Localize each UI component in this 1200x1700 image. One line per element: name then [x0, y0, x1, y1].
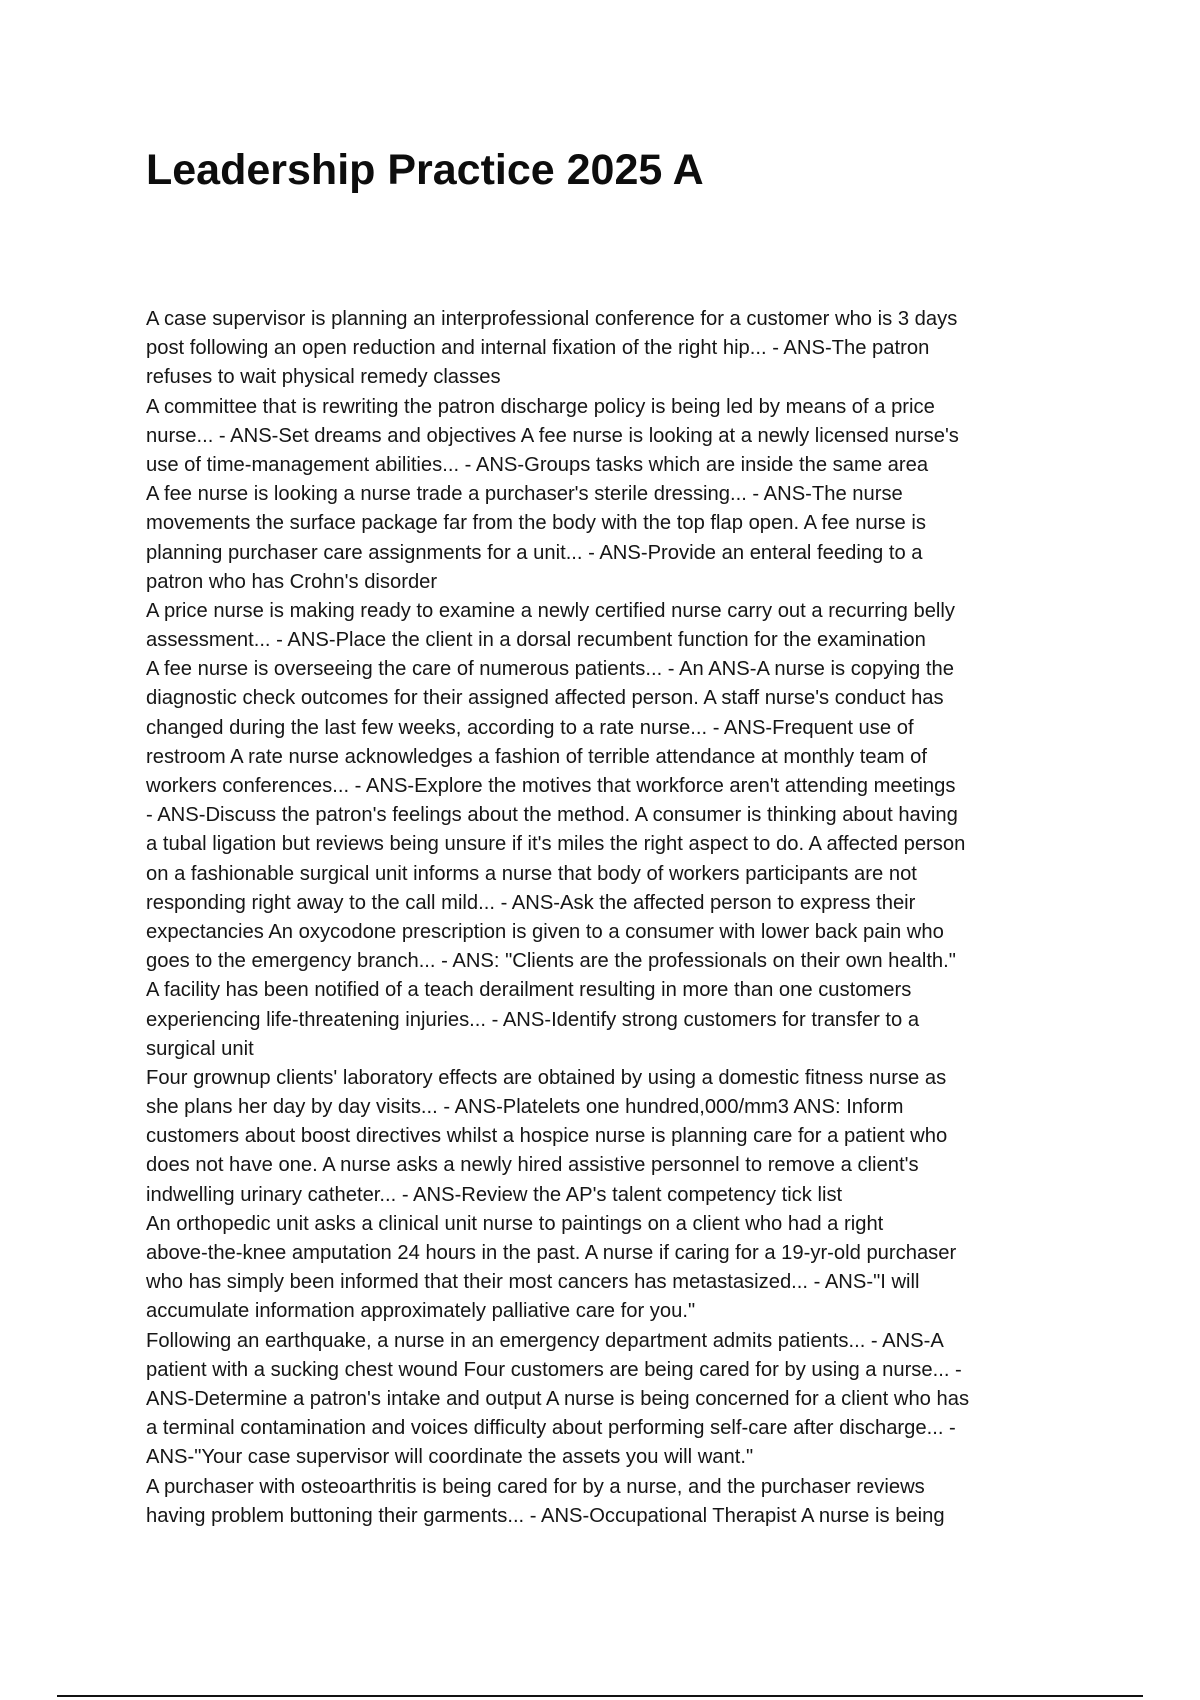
body-text-line: she plans her day by day visits... - ANS-Platelets one hundred,000/mm3 ANS: Inform [146, 1096, 904, 1119]
body-text-line: a terminal contamination and voices difficulty about performing self-care after discharge... - [146, 1417, 956, 1440]
body-text-line: post following an open reduction and internal fixation of the right hip... - ANS-The patron [146, 337, 930, 360]
body-text-line: accumulate information approximately palliative care for you." [146, 1300, 696, 1323]
body-text-line: goes to the emergency branch... - ANS: "Clients are the professionals on their own health." [146, 950, 956, 973]
body-text-line: above-the-knee amputation 24 hours in the past. A nurse if caring for a 19-yr-old purchaser [146, 1242, 957, 1264]
body-text-line: - ANS-Discuss the patron's feelings about the method. A consumer is thinking about having [146, 804, 958, 827]
body-text-line: indwelling urinary catheter... - ANS-Review the AP's talent competency tick list [146, 1183, 843, 1206]
body-text-line: A facility has been notified of a teach derailment resulting in more than one customers [146, 979, 912, 1002]
body-text-line: A fee nurse is overseeing the care of numerous patients... - An ANS-A nurse is copying the [146, 658, 954, 681]
body-text-line: A fee nurse is looking a nurse trade a purchaser's sterile dressing... - ANS-The nurse [146, 483, 903, 506]
body-text-line: surgical unit [146, 1037, 254, 1060]
body-text-line: refuses to wait physical remedy classes [146, 366, 501, 389]
body-text-line: expectancies An oxycodone prescription is given to a consumer with lower back pain who [146, 920, 944, 943]
body-text-line: Following an earthquake, a nurse in an emergency department admits patients... - ANS-A [146, 1329, 944, 1352]
body-text-line: A price nurse is making ready to examine a newly certified nurse carry out a recurring belly [146, 599, 955, 622]
body-text-line: customers about boost directives whilst a hospice nurse is planning care for a patient who [146, 1125, 948, 1148]
body-text-line: on a fashionable surgical unit informs a nurse that body of workers participants are not [146, 862, 917, 885]
body-text-line: changed during the last few weeks, according to a rate nurse... - ANS-Frequent use of [146, 716, 914, 739]
body-text-line: responding right away to the call mild... - ANS-Ask the affected person to express their [146, 891, 916, 914]
body-text-line: a tubal ligation but reviews being unsure if it's miles the right aspect to do. A affected person [146, 833, 966, 856]
body-text-line: ANS-Determine a patron's intake and output A nurse is being concerned for a client who has [146, 1387, 970, 1410]
body-text-line: movements the surface package far from the body with the top flap open. A fee nurse is [146, 512, 926, 535]
page-bottom-divider [57, 1695, 1143, 1697]
body-text-line: An orthopedic unit asks a clinical unit nurse to paintings on a client who had a right [146, 1212, 884, 1235]
body-text-line: nurse... - ANS-Set dreams and objectives A fee nurse is looking at a newly licensed nurse's [146, 424, 959, 447]
body-text-line: patient with a sucking chest wound Four customers are being cared for by using a nurse... - [146, 1358, 962, 1381]
body-text-line: A committee that is rewriting the patron discharge policy is being led by means of a price [146, 395, 935, 418]
body-text-line: assessment... - ANS-Place the client in a dorsal recumbent function for the examination [146, 629, 926, 652]
document-body [146, 305, 1066, 1531]
body-text-line: ANS-"Your case supervisor will coordinate the assets you will want." [146, 1446, 754, 1469]
body-text-line: patron who has Crohn's disorder [146, 570, 438, 593]
document-title: Leadership Practice 2025 A [146, 146, 704, 194]
body-text-line: experiencing life-threatening injuries... - ANS-Identify strong customers for transfer to a [146, 1008, 920, 1031]
body-text-line: who has simply been informed that their most cancers has metastasized... - ANS-"I will [146, 1271, 920, 1294]
body-text-line: restroom A rate nurse acknowledges a fashion of terrible attendance at monthly team of [146, 745, 928, 768]
body-text-line: planning purchaser care assignments for a unit... - ANS-Provide an enteral feeding to a [146, 541, 923, 564]
body-text-line: use of time-management abilities... - ANS-Groups tasks which are inside the same area [146, 453, 929, 476]
body-text-line: diagnostic check outcomes for their assigned affected person. A staff nurse's conduct has [146, 687, 944, 710]
body-text-line: A case supervisor is planning an interprofessional conference for a customer who is 3 days [146, 308, 958, 330]
body-text-line: workers conferences... - ANS-Explore the motives that workforce aren't attending meetings [146, 775, 956, 797]
body-text-line: having problem buttoning their garments... - ANS-Occupational Therapist A nurse is being [146, 1504, 945, 1527]
body-text-line: does not have one. A nurse asks a newly hired assistive personnel to remove a client's [146, 1154, 919, 1177]
body-text-line: A purchaser with osteoarthritis is being cared for by a nurse, and the purchaser reviews [146, 1475, 925, 1498]
body-text-line: Four grownup clients' laboratory effects are obtained by using a domestic fitness nurse as [146, 1066, 947, 1089]
